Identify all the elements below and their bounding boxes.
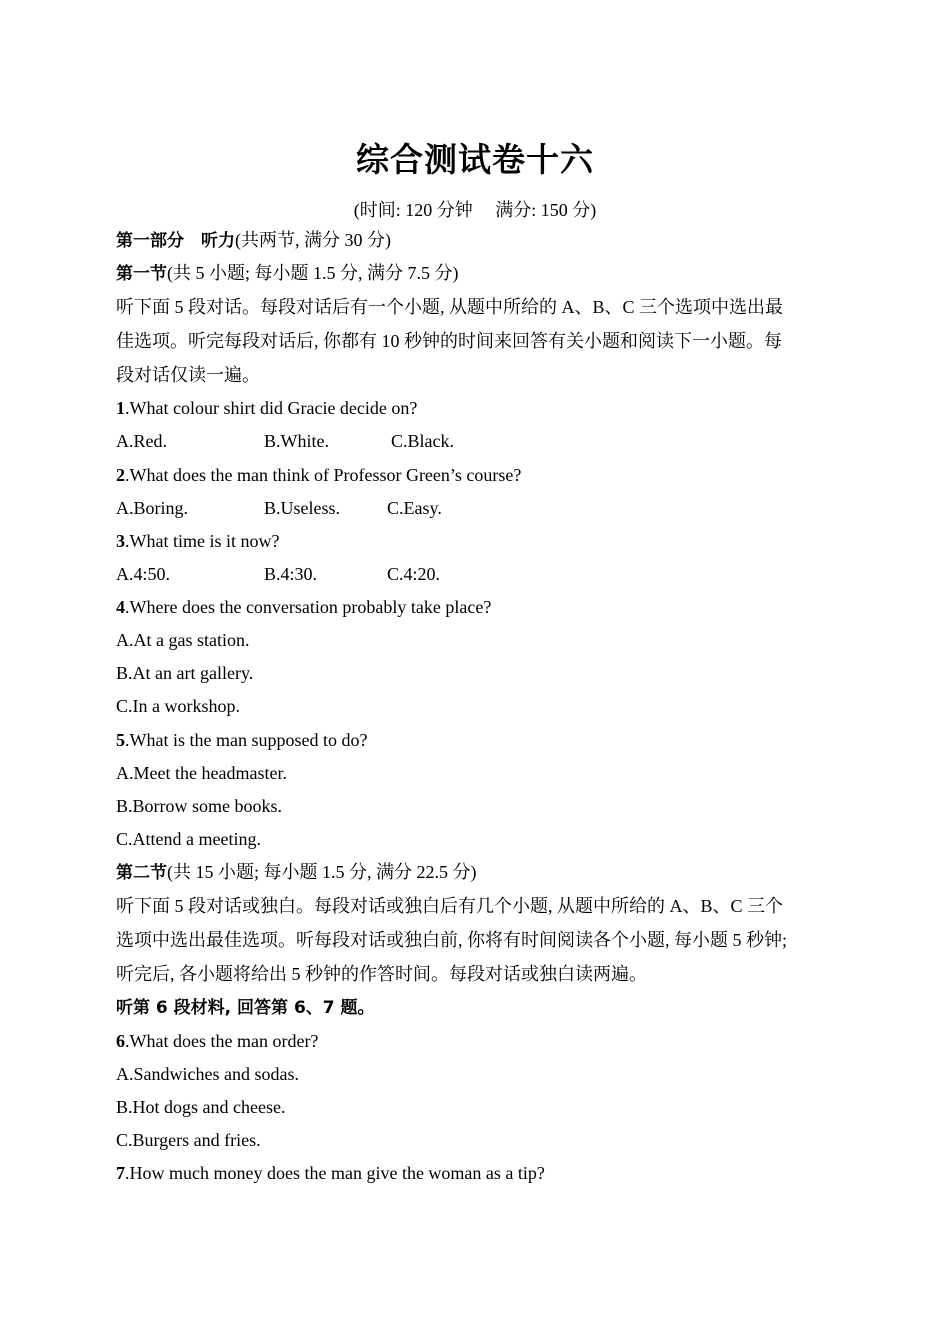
section2-instruction-line: 选项中选出最佳选项。听每段对话或独白前, 你将有时间阅读各个小题, 每小题 5 秒钟; bbox=[116, 930, 787, 950]
part1-heading: 第一部分 听力(共两节, 满分 30 分) bbox=[116, 230, 391, 251]
option-a: A.Meet the headmaster. bbox=[116, 763, 287, 783]
option-c: C.Attend a meeting. bbox=[116, 829, 261, 849]
section2-instruction-line: 听下面 5 段对话或独白。每段对话或独白后有几个小题, 从题中所给的 A、B、C 三个 bbox=[116, 896, 784, 916]
option-c: C.Burgers and fries. bbox=[116, 1130, 261, 1150]
option-b: B.White. bbox=[264, 431, 329, 451]
option-c: C.Easy. bbox=[387, 498, 442, 518]
option-a: A.At a gas station. bbox=[116, 630, 250, 650]
section2-instruction-line: 听完后, 各小题将给出 5 秒钟的作答时间。每段对话或独白读两遍。 bbox=[116, 964, 647, 984]
option-b: B.Hot dogs and cheese. bbox=[116, 1097, 286, 1117]
question-3: 3.What time is it now? bbox=[116, 531, 280, 551]
question-1: 1.What colour shirt did Gracie decide on? bbox=[116, 398, 418, 418]
option-b: B.Useless. bbox=[264, 498, 340, 518]
question-4: 4.Where does the conversation probably take place? bbox=[116, 597, 492, 617]
section1-instruction-line: 段对话仅读一遍。 bbox=[116, 365, 260, 385]
section1-heading: 第一节(共 5 小题; 每小题 1.5 分, 满分 7.5 分) bbox=[116, 263, 459, 284]
section2-heading: 第二节(共 15 小题; 每小题 1.5 分, 满分 22.5 分) bbox=[116, 862, 477, 883]
page-title: 综合测试卷十六 bbox=[356, 140, 594, 179]
option-b: B.Borrow some books. bbox=[116, 796, 282, 816]
question-7: 7.How much money does the man give the woman as a tip? bbox=[116, 1163, 545, 1183]
section1-instruction-line: 佳选项。听完每段对话后, 你都有 10 秒钟的时间来回答有关小题和阅读下一小题。每 bbox=[116, 331, 782, 351]
option-b: B.4:30. bbox=[264, 564, 318, 584]
question-5: 5.What is the man supposed to do? bbox=[116, 730, 368, 750]
option-c: C.Black. bbox=[391, 431, 454, 451]
option-a: A.4:50. bbox=[116, 564, 170, 584]
exam-info: (时间: 120 分钟 满分: 150 分) bbox=[353, 200, 597, 220]
question-6: 6.What does the man order? bbox=[116, 1031, 319, 1051]
option-a: A.Boring. bbox=[116, 498, 188, 518]
option-b: B.At an art gallery. bbox=[116, 663, 254, 683]
option-c: C.In a workshop. bbox=[116, 696, 240, 716]
material-heading: 听第 6 段材料, 回答第 6、7 题。 bbox=[116, 998, 375, 1018]
question-2: 2.What does the man think of Professor Green’s course? bbox=[116, 465, 522, 485]
option-a: A.Red. bbox=[116, 431, 167, 451]
option-a: A.Sandwiches and sodas. bbox=[116, 1064, 299, 1084]
section1-instruction-line: 听下面 5 段对话。每段对话后有一个小题, 从题中所给的 A、B、C 三个选项中选出最 bbox=[116, 297, 784, 317]
option-c: C.4:20. bbox=[387, 564, 441, 584]
